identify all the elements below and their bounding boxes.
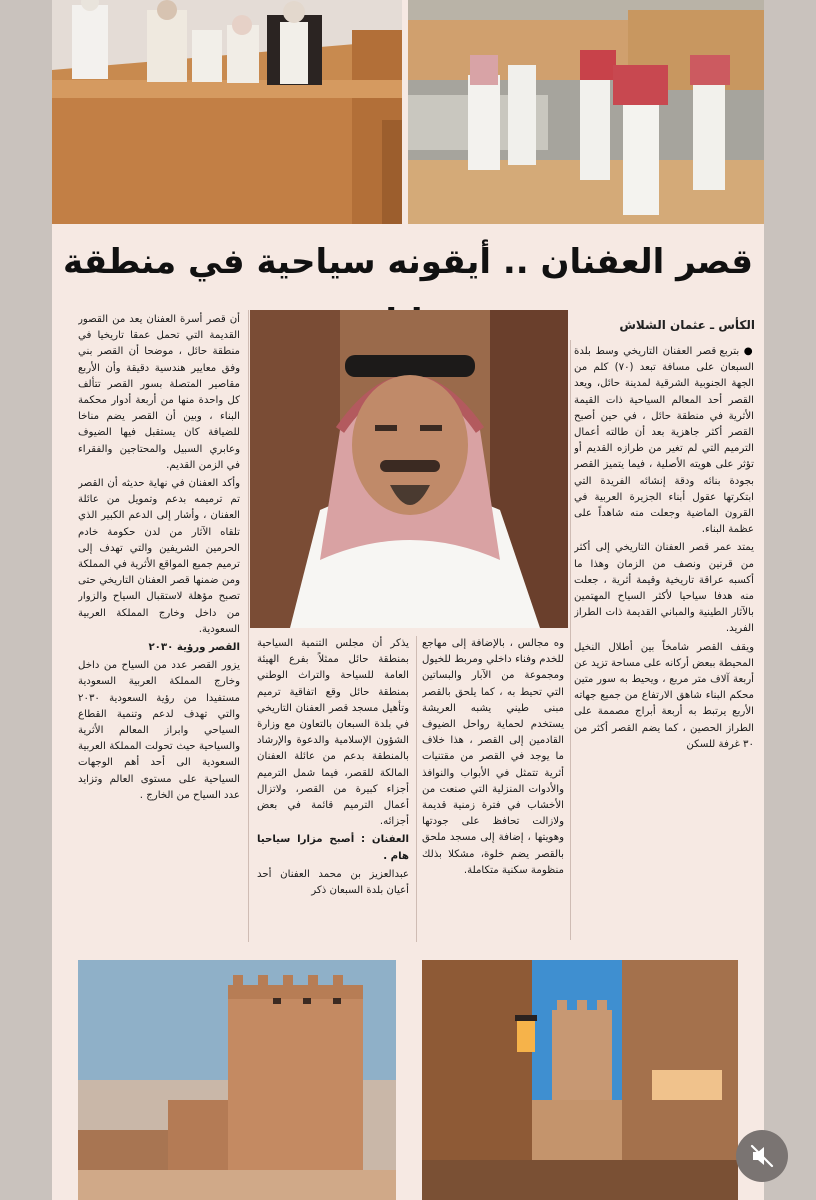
column-left-paragraph: وأكد العفنان في نهاية حديثه أن القصر تم ترميمه بدعم وتمويل من عائلة العفنان ، وأشار إلى الدعم الكبير الذي تلقاه الآثار من لدن حكومة خادم الحرمين الشريفين والتي تهدف إلى ترميم جميع المواقع الأثرية في المملكة ومن ضمنها قصر العفنان التاريخي حتى تصبح مؤهلة لاستقبال السياح والزوار من داخل وخارج المملكة العربية السعودية. <box>78 478 240 635</box>
mute-icon <box>749 1143 775 1169</box>
column-left-paragraph: أن قصر أسرة العفنان يعد من القصور القديمة التي تحمل عمقا تاريخيا في منطقة حائل ، موضحا أن القصر بني وفق معايير هندسية دقيقة وأن الأربع مقاصير المتصلة بسور القصر تتألف كل واحدة منها من أربعة أدوار محكمة البناء ، وبين أن القصر يضم مناخا للضيافة كان يستقبل فيها الضيوف وعابري السبيل والمحتاجين والفقراء في الزمن القديم. <box>78 314 240 471</box>
bullet-icon: ● <box>739 346 754 357</box>
column-middle-right-paragraph: وه مجالس ، بالإضافة إلى مهاجع للخدم وفناء داخلي ومربط للخيول ومجموعة من الآبار والبساتين التي تحيط به ، كما يلحق بالقصر مبنى طيني يشبه العريشة يستخدم لحماية رواحل الضيوف القادمين إلى القصر ، هذا خلاف ما يوجد في القصر من مقتنيات أثرية تتمثل في الأبواب والنوافذ والأدوات المنزلية التي صنعت من الأخشاب في فترة زمنية قديمة ولازالت تحافظ على جودتها وهويتها ، إضافة إلى مسجد ملحق بالقصر يضم خلوة، مشكلا بذلك منظومة سكنية متكاملة. <box>422 638 564 876</box>
column-divider <box>416 636 417 942</box>
newspaper-page <box>52 0 764 1200</box>
column-left-paragraph: يزور القصر عدد من السياح من داخل وخارج المملكة العربية السعودية مستفيدا من رؤية السعودية ٢٠٣٠ والتي تهدف لدعم وتنمية القطاع السياحي وابراز المعالم الأثرية والسياحية حيث تحولت المملكة العربية السعودية الى أحد أهم الوجهات السياحية على مستوى العالم وتزايد عدد السياح من الخارج . <box>78 660 240 801</box>
column-middle-left-paragraph: عبدالعزيز بن محمد العفنان أحد أعيان بلدة السبعان ذكر <box>257 868 409 897</box>
column-divider <box>248 310 249 942</box>
photo-portrait-alafnan <box>250 310 568 628</box>
mute-button[interactable] <box>736 1130 788 1182</box>
column-middle-left <box>257 636 409 942</box>
column-right-paragraph: بتربع قصر العفنان التاريخي وسط بلدة السبعان على مسافة تبعد (٧٠) كلم من الجهة الجنوبية الشرقية لمدينة حائل، ويعد القصر أحد المعالم السياحية ذات القيمة الأثرية في منطقة حائل ، في حين أصبح القصر أكثر جاهزية بعد أن طالته أعمال الترميم التي لم تغير من طرازه القديم أو تؤثر على هويته الأصلية ، فيما يتميز القصر بجودة بنائه ودقة إنشائه الفريدة التي ابتكرتها عقول أبناء الجزيرة العربية في القرون الماضية وجعلت منه شاهداً على عظمة البناء. <box>574 346 754 536</box>
column-middle-left-paragraph: يذكر أن مجلس التنمية السياحية بمنطقة حائل ممثلاً بفرع الهيئة العامة للسياحة والتراث الوطني بمنطقة حائل وقع اتفاقية ترميم وتأهيل مسجد قصر العفنان التاريخي في بلدة السبعان بالتعاون مع وزارة الشؤون الإسلامية والدعوة والإرشاد بالمنطقة بدعم من عائلة العفنان المالكة للقصر، فيما شمل الترميم أجزاء كبيرة من القصر، ولاتزال أعمال الترميم قائمة في بعض أجزائه. <box>257 638 409 828</box>
column-right-paragraph: يمتد عمر قصر العفنان التاريخي إلى أكثر من قرنين ونصف من الزمان وهذا ما أكسبه عراقة تاريخية وقيمة أثرية ، جعلت منه هدفا سياحيا لأكثر السياح المهتمين بالآثار الطينية والمباني القديمة ذات الطراز الفريد. <box>574 542 754 635</box>
column-middle-right <box>422 636 564 942</box>
article-headline: قصر العفنان .. أيقونه سياحية في منطقة <box>63 242 753 282</box>
article-byline: الكأس ـ عثمان الشلاش <box>619 318 755 332</box>
photo-courtyard-visitors <box>408 0 764 224</box>
photo-palace-alley <box>422 960 738 1200</box>
column-middle-left-subhead: العفنان : أصبح مزارا سياحيا هام . <box>257 834 409 862</box>
column-divider <box>570 340 571 940</box>
column-right <box>574 344 754 944</box>
column-left <box>78 312 240 944</box>
photo-rooftop-visitors <box>52 0 402 224</box>
photo-palace-tower <box>78 960 396 1200</box>
column-right-paragraph: ويقف القصر شامخاً بين أطلال النخيل المحيطة ببعض أركانه على مساحة تزيد عن أربعة آلاف متر مربع ، ويحيط به سور متين محكم البناء شاهق الارتفاع من جميع جهاته الأربع يرتبط به أربعة أبراج مصممة على الطراز الحصين ، كما يضم القصر أكثر من ٣٠ غرفة للسكن <box>574 641 754 750</box>
column-left-subhead: القصر ورؤية ٢٠٣٠ <box>148 642 240 654</box>
